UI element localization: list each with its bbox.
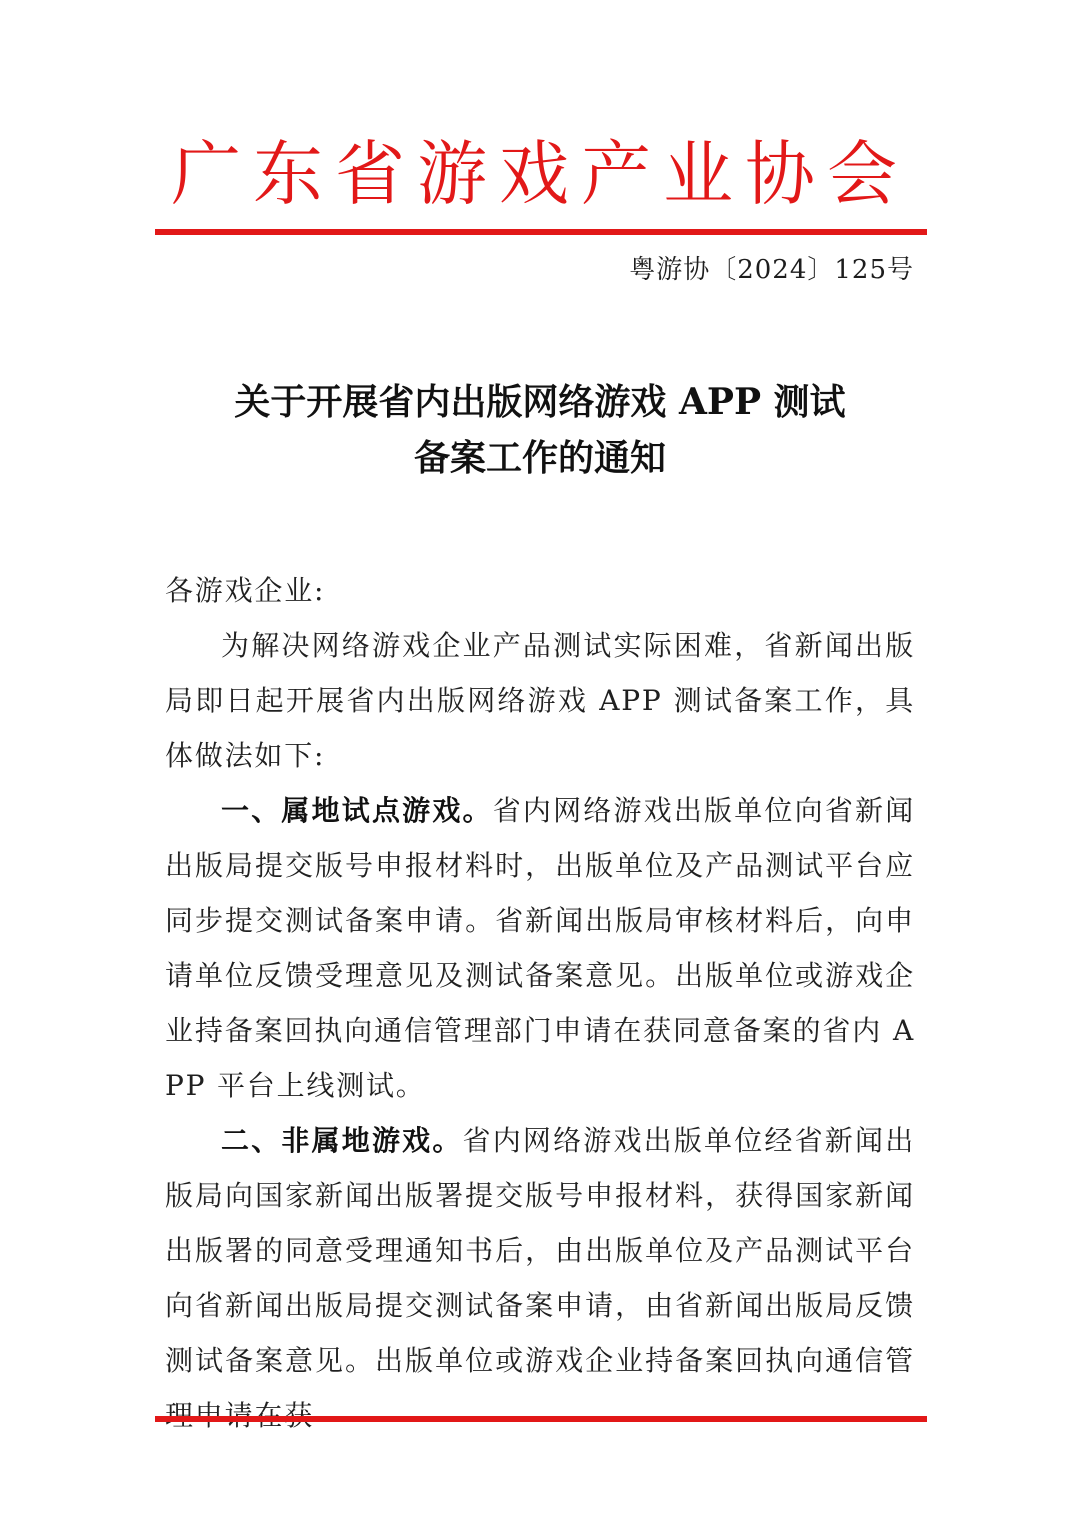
section-heading-nonlocal-games: 二、非属地游戏。 <box>221 1124 463 1157</box>
bottom-red-divider <box>155 1416 927 1422</box>
notice-title <box>160 374 920 486</box>
salutation: 各游戏企业: <box>165 574 326 607</box>
section-nonlocal-games <box>165 1113 915 1443</box>
section-heading-local-pilot-games: 一、属地试点游戏。 <box>221 794 493 827</box>
notice-title-line-2: 备案工作的通知 <box>413 437 666 479</box>
organization-header: 广东省游戏产业协会 <box>171 133 909 215</box>
section-text-local-pilot-games: 省内网络游戏出版单位向省新闻出版局提交版号申报材料时，出版单位及产品测试平台应同步提交测试备案申请。省新闻出版局审核材料后，向申请单位反馈受理意见及测试备案意见。出版单位或游戏企业持备案回执向通信管理部门申请在获同意备案的省内 APP 平台上线测试。 <box>165 794 915 1102</box>
intro-paragraph-text: 为解决网络游戏企业产品测试实际困难，省新闻出版局即日起开展省内出版网络游戏 APP 测试备案工作，具体做法如下: <box>165 629 915 772</box>
document-number: 粤游协〔2024〕125号 <box>629 255 914 285</box>
top-red-divider <box>155 229 927 235</box>
notice-title-line-1: 关于开展省内出版网络游戏 APP 测试 <box>234 381 846 423</box>
intro-paragraph <box>165 618 915 783</box>
section-text-nonlocal-games: 省内网络游戏出版单位经省新闻出版局向国家新闻出版署提交版号申报材料，获得国家新闻出版署的同意受理通知书后，由出版单位及产品测试平台向省新闻出版局提交测试备案申请，由省新闻出版局反馈测试备案意见。出版单位或游戏企业持备案回执向通信管 <box>165 1124 915 1377</box>
notice-body <box>165 563 915 1443</box>
section-local-pilot-games <box>165 783 915 1113</box>
